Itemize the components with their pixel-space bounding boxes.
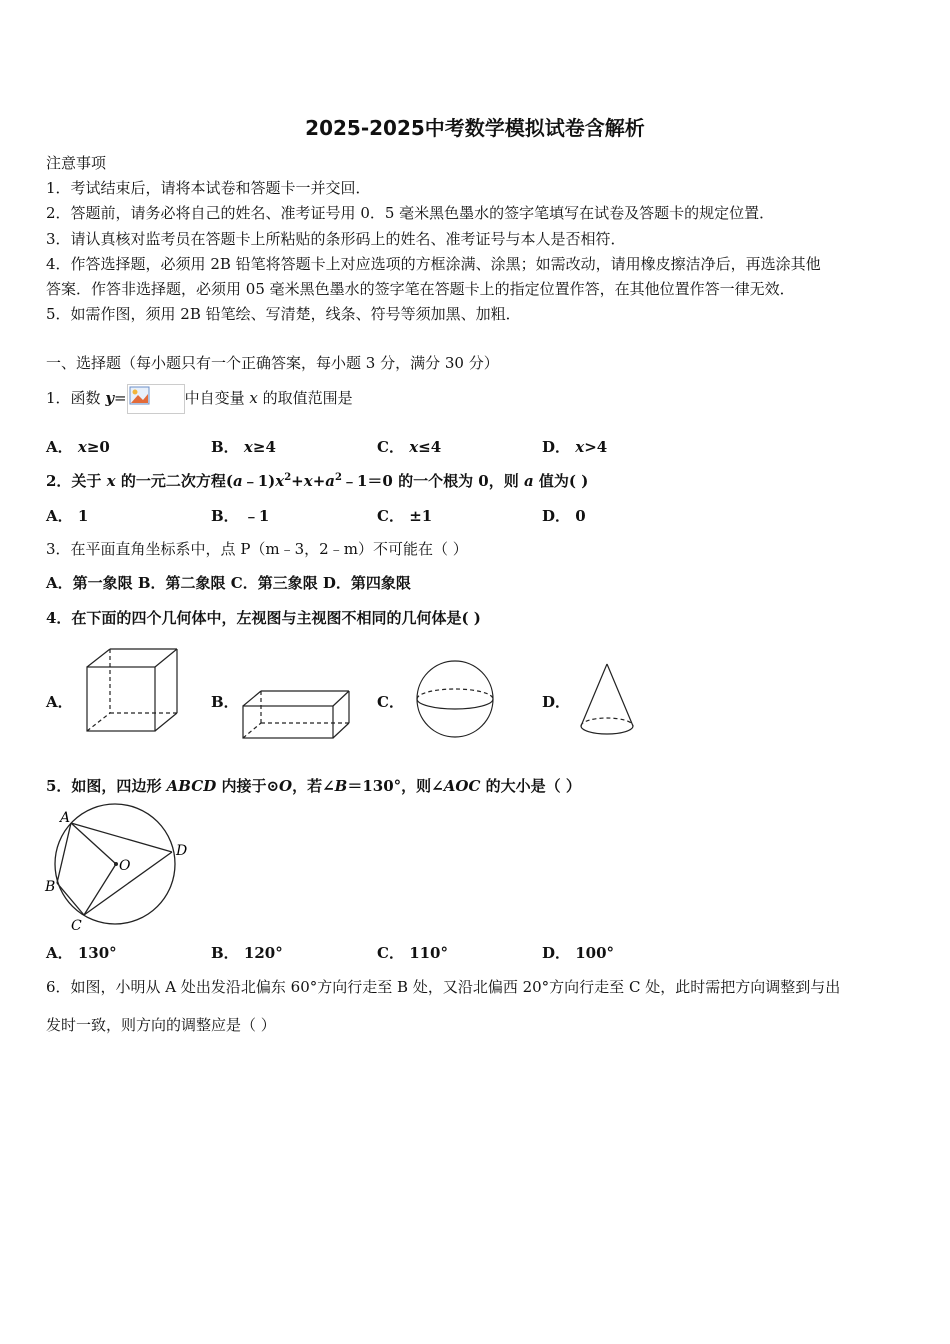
notice-item: 3．请认真核对监考员在答题卡上所粘贴的条形码上的姓名、准考证号与本人是否相符． [46,230,626,248]
q4-option-b: B． [211,693,239,711]
q1-eq: = [114,389,127,407]
notice-item: 4．作答选择题，必须用 2B 铅笔将答题卡上对应选项的方框涂满、涂黑；如需改动，请用橡皮擦洁净后，再选涂其他 [46,255,821,273]
cube-figure [82,645,182,737]
label-o: O [119,858,131,874]
q5-option-c: C． 110° [377,944,448,962]
q1-x: x [249,389,258,407]
cuboid-figure [239,686,353,742]
question-6-line-2: 发时一致，则方向的调整应是（ ） [46,1016,276,1034]
q2-option-c: C． ±1 [377,507,433,525]
label-c: C [71,918,82,934]
q2-option-a: A． 1 [46,507,89,525]
section-heading: 一、选择题（每小题只有一个正确答案，每小题 3 分，满分 30 分） [46,354,499,372]
label-b: B [45,879,56,895]
notice-item: 2．答题前，请务必将自己的姓名、准考证号用 0．5 毫米黑色墨水的签字笔填写在试卷及答题卡的规定位置． [46,204,775,222]
label-d: D [176,843,188,859]
label-a: A [60,810,71,826]
notice-item: 答案．作答非选择题，必须用 05 毫米黑色墨水的签字笔在答题卡上的指定位置作答，在其他位置作答一律无效． [46,280,795,298]
q1-option-a: A． x≥0 [46,438,110,456]
q5-option-d: D． 100° [542,944,615,962]
q5-option-a: A． 130° [46,944,117,962]
q2-option-b: B． ﹣1 [211,507,270,525]
cone-figure [576,660,640,742]
notice-heading: 注意事项 [46,154,107,172]
question-5: 5．如图，四边形 ABCD 内接于⊙O，若∠B＝130°，则∠AOC 的大小是（ ） [46,777,581,795]
q1-option-c: C． x≤4 [377,438,442,456]
q4-option-c: C． [377,693,404,711]
q1-prefix: 1．函数 [46,389,106,407]
formula-image [127,384,185,414]
q2-option-d: D． 0 [542,507,586,525]
q4-option-a: A． [46,693,73,711]
notice-item: 5．如需作图，须用 2B 铅笔绘、写清楚，线条、符号等须加黑、加粗． [46,305,521,323]
question-1 [46,384,353,414]
question-2: 2．关于 x 的一元二次方程$(a﹣1)x^2+x+a^2﹣1=0$ 的一个根为 0，则 a 值为( ) [46,472,589,490]
notice-item: 1．考试结束后，请将本试卷和答题卡一并交回． [46,179,371,197]
page-title: 2025-2025中考数学模拟试卷含解析 [305,116,645,140]
question-3: 3．在平面直角坐标系中，点 P（m﹣3，2﹣m）不可能在（ ） [46,540,468,558]
q1-option-b: B． x≥4 [211,438,276,456]
q3-options: A．第一象限 B．第二象限 C．第三象限 D．第四象限 [46,574,411,592]
q1-option-d: D． x>4 [542,438,608,456]
circle-quadrilateral-figure [40,800,200,936]
q1-y: y [105,389,115,407]
q1-suffix-b: 的取值范围是 [257,389,353,407]
q4-option-d: D． [542,693,571,711]
q5-option-b: B． 120° [211,944,283,962]
broken-image-icon [129,386,151,406]
q1-suffix-a: 中自变量 [184,389,250,407]
sphere-figure [413,658,497,742]
question-4: 4．在下面的四个几何体中，左视图与主视图不相同的几何体是( ) [46,609,481,627]
question-6-line-1: 6．如图，小明从 A 处出发沿北偏东 60°方向行走至 B 处，又沿北偏西 20°方向行走至 C 处，此时需把方向调整到与出 [46,978,841,996]
